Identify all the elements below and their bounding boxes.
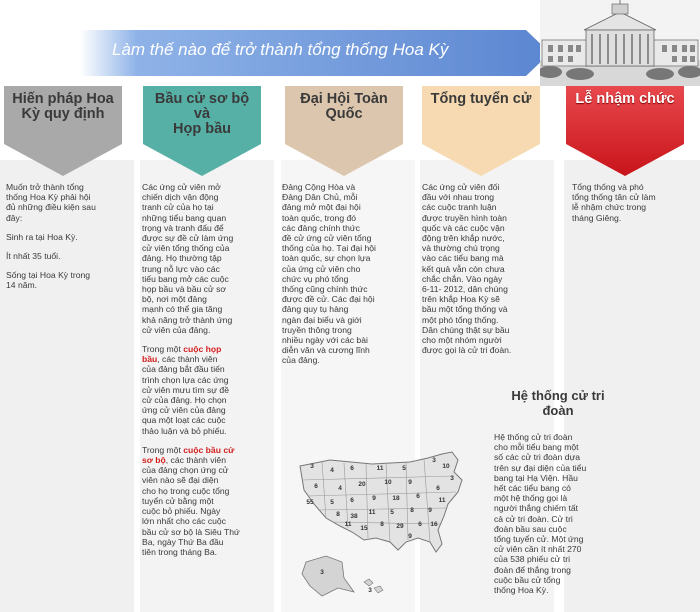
header-national-convention	[285, 92, 403, 122]
text-line: cử của đảng. Họ chọn	[142, 395, 227, 406]
text-line: cho mỗi tiểu bang một	[494, 442, 579, 453]
paragraph	[6, 232, 131, 242]
electoral-vote-label: 16	[430, 521, 438, 528]
text-line: những tiểu bang quan	[142, 212, 227, 223]
header-line: Kỳ quy định	[21, 106, 105, 122]
text-line: Hệ thống cử tri đoàn	[494, 432, 573, 442]
paragraph	[6, 251, 131, 261]
text-line: một hệ thống gọi là	[494, 493, 568, 504]
text-line: kết quả vẫn còn chưa	[422, 263, 505, 274]
electoral-vote-label: 8	[410, 507, 414, 514]
text-line: của đảng chọn ứng cử	[142, 465, 229, 476]
text-line: Dân chúng thật sự bầu	[422, 324, 510, 335]
text-line: cử viên cần ít nhất 270	[494, 544, 582, 555]
text-line: đây:	[6, 212, 23, 223]
electoral-vote-label: 6	[314, 483, 318, 490]
text-line: tổng thống tân cử làm	[572, 192, 656, 203]
text-line: lớn nhất cho các cuộc	[142, 516, 226, 527]
text-line: bầu, các thành viên	[142, 354, 218, 365]
header-line: Tổng tuyển cử	[430, 91, 532, 107]
electoral-vote-label: 6	[350, 497, 354, 504]
text-line: đảng quy tụ hàng	[282, 304, 349, 315]
text-line: Muốn trở thành tổng	[6, 182, 84, 192]
text-line: cả cử tri đoàn. Cử tri	[494, 513, 573, 524]
electoral-vote-label: 20	[358, 481, 366, 488]
text-line: tháng Giêng.	[572, 212, 622, 223]
electoral-vote-label: 5	[330, 499, 334, 506]
text-line: khả năng trở thành ứng	[142, 314, 233, 325]
electoral-vote-label: 29	[396, 523, 404, 530]
text-line: của đảng.	[282, 355, 320, 366]
column-general-election-text	[422, 182, 550, 364]
text-line: cho họ trong cuộc tổng	[142, 485, 230, 496]
emphasis-term: cuộc bầu cử	[183, 444, 235, 455]
paragraph	[422, 182, 550, 355]
text-line: cho một nhóm người	[422, 335, 502, 346]
electoral-vote-label: 6	[418, 521, 422, 528]
text-line: đoàn bầu sau cuộc	[494, 523, 567, 534]
text-line: các cuộc tranh luận	[422, 202, 497, 213]
text-line: tranh cử của họ tại	[142, 202, 214, 213]
text-line: trên khắp Hoa Kỳ sẽ	[422, 294, 500, 305]
alaska-shape	[302, 556, 354, 596]
text-line: Đảng Dân Chủ, mỗi	[282, 192, 358, 203]
text-line: số các cử tri đoàn dựa	[494, 452, 581, 463]
electoral-vote-label: 55	[306, 499, 314, 506]
electoral-vote-label: 9	[372, 495, 376, 502]
emphasis-term: sơ bộ	[142, 455, 166, 466]
text-line: người thắng chiếm tất	[494, 503, 579, 514]
text-line: thống của họ. Tại đại hội	[282, 243, 376, 254]
electoral-vote-label: 10	[442, 463, 450, 470]
electoral-vote-label: 3	[432, 457, 436, 464]
text-line: 14 năm.	[6, 280, 38, 291]
text-line: trên sự đại diện của tiểu	[494, 462, 587, 473]
text-line: hết các tiểu bang có	[494, 483, 571, 494]
paragraph	[6, 270, 131, 290]
text-line: đoàn để thắng trong	[494, 564, 571, 575]
electoral-vote-label: 38	[350, 513, 358, 520]
text-line: cuộc bỏ phiếu. Ngày	[142, 506, 221, 517]
paragraph	[142, 344, 272, 436]
electoral-vote-label: 3	[368, 587, 372, 594]
text-line: bầu một tổng thống và	[422, 304, 508, 315]
header-line: Họp bầu	[173, 121, 231, 137]
header-primaries	[143, 92, 261, 137]
electoral-vote-label: 5	[390, 509, 394, 516]
header-line: Bầu cử sơ bộ	[154, 91, 250, 107]
electoral-vote-label: 6	[416, 493, 420, 500]
electoral-vote-label: 8	[380, 521, 384, 528]
text-line: trọng và tranh đấu để	[142, 222, 224, 233]
text-line: Sinh ra tại Hoa Kỳ.	[6, 231, 78, 242]
text-line: viên nào sẽ đại diện	[142, 475, 219, 486]
text-line: của 538 phiếu cử tri	[494, 554, 570, 565]
electoral-vote-label: 11	[344, 521, 352, 528]
text-line: các đảng chính thức	[282, 222, 360, 233]
text-line: họp bầu và bầu cử sơ	[142, 284, 227, 295]
text-line: trung nỗ lực vào các	[142, 263, 220, 274]
text-line: vào các tiểu bang mà	[422, 253, 504, 264]
text-line: Các ứng cử viên đối	[422, 182, 500, 192]
white-house-image	[540, 0, 700, 86]
column-primaries-text	[142, 182, 272, 566]
header-line: Lễ nhậm chức	[575, 91, 675, 107]
text-line: Ít nhất 35 tuổi.	[6, 251, 61, 262]
electoral-vote-label: 15	[360, 525, 368, 532]
electoral-vote-label: 6	[436, 485, 440, 492]
text-line: một phó tổng thống.	[422, 314, 499, 325]
text-line: trình chọn lựa các ứng	[142, 374, 229, 385]
text-line: mạnh có thể gia tăng	[142, 304, 223, 315]
text-line: sơ bộ, các thành viên	[142, 455, 226, 466]
paragraph	[6, 182, 131, 223]
electoral-vote-label: 9	[428, 507, 432, 514]
hawaii-shape	[364, 579, 383, 593]
emphasis-term: bầu	[142, 354, 158, 365]
electoral-vote-label: 5	[402, 465, 406, 472]
column-constitution-text	[6, 182, 131, 300]
electoral-vote-label: 3	[450, 475, 454, 482]
text-line: chắc chắn. Vào ngày	[422, 273, 503, 284]
electoral-vote-label: 10	[384, 479, 392, 486]
text-line: cử viên tổng thống của	[142, 243, 230, 254]
text-line: được sự đề cử làm ứng	[142, 233, 234, 244]
text-line: toàn quốc, trong đó	[282, 212, 357, 223]
paragraph	[142, 182, 272, 335]
electoral-vote-label: 11	[438, 497, 446, 504]
header-inauguration	[566, 92, 684, 107]
text-line: được đề cử. Các đại hội	[282, 294, 375, 305]
text-line: toàn quốc, sự chọn lựa	[282, 253, 371, 264]
electoral-vote-label: 9	[408, 533, 412, 540]
header-constitution	[4, 92, 122, 122]
text-line: cuộc bầu cử tổng	[494, 574, 561, 585]
text-line: truyền thông trong	[282, 324, 352, 335]
text-line: được truyền hình toàn	[422, 212, 507, 223]
electoral-title-line: đoàn	[542, 403, 574, 418]
header-line: và	[193, 106, 211, 122]
electoral-vote-label: 4	[330, 467, 334, 474]
text-line: bộ, nơi một đảng	[142, 294, 207, 305]
text-line: đảng mở một đại hội	[282, 202, 361, 213]
header-line: Hiến pháp Hoa	[12, 91, 114, 107]
electoral-vote-label: 9	[408, 479, 412, 486]
paragraph	[282, 182, 414, 366]
text-line: cử viên mưu tìm sự đề	[142, 384, 229, 395]
text-line: thảo luận và bỏ phiếu.	[142, 425, 227, 436]
text-line: ứng cử viên của đảng	[142, 405, 226, 416]
text-line: và thường chú trọng	[422, 243, 500, 254]
text-line: cử viên của đảng.	[142, 324, 211, 335]
electoral-vote-label: 11	[376, 465, 384, 472]
text-line: đầu với nhau trong	[422, 192, 495, 203]
electoral-vote-label: 18	[392, 495, 400, 502]
text-line: tuyển cử bằng một	[142, 495, 214, 506]
banner-title: Làm thế nào để trở thành tổng thống Hoa Kỳ	[112, 40, 449, 59]
electoral-vote-label: 4	[338, 485, 342, 492]
paragraph	[572, 182, 696, 223]
text-line: Sống tại Hoa Kỳ trong	[6, 270, 91, 281]
text-line: 6-11- 2012, dân chúng	[422, 284, 508, 295]
electoral-vote-label: 3	[320, 569, 324, 576]
text-line: qua một loạt các cuộc	[142, 415, 226, 426]
text-line: bầu cử sơ bộ là Siêu Thứ	[142, 526, 240, 537]
us-electoral-map	[292, 446, 474, 604]
header-line: Quốc	[325, 106, 363, 122]
electoral-title-line: Hệ thống cử tri	[511, 388, 605, 403]
text-line: động trên khắp nước,	[422, 233, 505, 244]
text-line: được gọi là cử tri đoàn.	[422, 345, 512, 356]
text-line: chức vụ phó tổng	[282, 273, 349, 284]
header-line: Đại Hội Toàn	[300, 91, 388, 107]
text-line: tổng tuyển cử. Một ứng	[494, 534, 584, 545]
text-line: tiên trong tháng Ba.	[142, 546, 218, 557]
text-line: diễn văn và cương lĩnh	[282, 345, 370, 356]
text-line: Trong một cuộc họp	[142, 344, 222, 355]
text-line: nhiều ngày với các bài	[282, 335, 368, 346]
text-line: lễ nhậm chức trong	[572, 202, 647, 213]
text-line: tiểu bang mở các cuộc	[142, 273, 229, 284]
electoral-vote-label: 8	[336, 511, 340, 518]
text-line: thống Hoa Kỳ phải hội	[6, 192, 91, 203]
text-line: quốc và các cuộc vận	[422, 222, 505, 233]
text-line: thống cũng chính thức	[282, 284, 368, 295]
column-inauguration-text	[572, 182, 696, 232]
text-line: Ba, ngày Thứ Ba đầu	[142, 536, 224, 547]
text-line: Đảng Cộng Hòa và	[282, 182, 356, 192]
electoral-vote-label: 11	[368, 509, 376, 516]
electoral-college-title	[498, 388, 618, 418]
header-general-election	[422, 92, 540, 107]
text-line: Trong một cuộc bầu cử	[142, 444, 235, 455]
text-line: Các ứng cử viên mở	[142, 182, 221, 192]
electoral-college-text	[494, 432, 622, 595]
text-line: thống Hoa Kỳ.	[494, 585, 549, 596]
text-line: ngàn đại biểu và giới	[282, 314, 362, 325]
text-line: bang tại Hạ Viện. Hầu	[494, 472, 578, 483]
text-line: đảng. Họ thường tập	[142, 253, 222, 264]
paragraph	[142, 445, 272, 557]
text-line: đủ những điều kiện sau	[6, 202, 96, 213]
text-line: chiến dịch vận động	[142, 192, 219, 203]
text-line: của ứng cử viên cho	[282, 263, 361, 274]
text-line: Tổng thống và phó	[572, 182, 644, 192]
column-convention-text	[282, 182, 414, 375]
electoral-vote-label: 3	[310, 463, 314, 470]
text-line: của đảng bắt đầu tiến	[142, 364, 225, 375]
emphasis-term: cuộc họp	[183, 344, 222, 355]
text-line: đề cử ứng cử viên tổng	[282, 233, 372, 244]
electoral-vote-label: 6	[350, 465, 354, 472]
